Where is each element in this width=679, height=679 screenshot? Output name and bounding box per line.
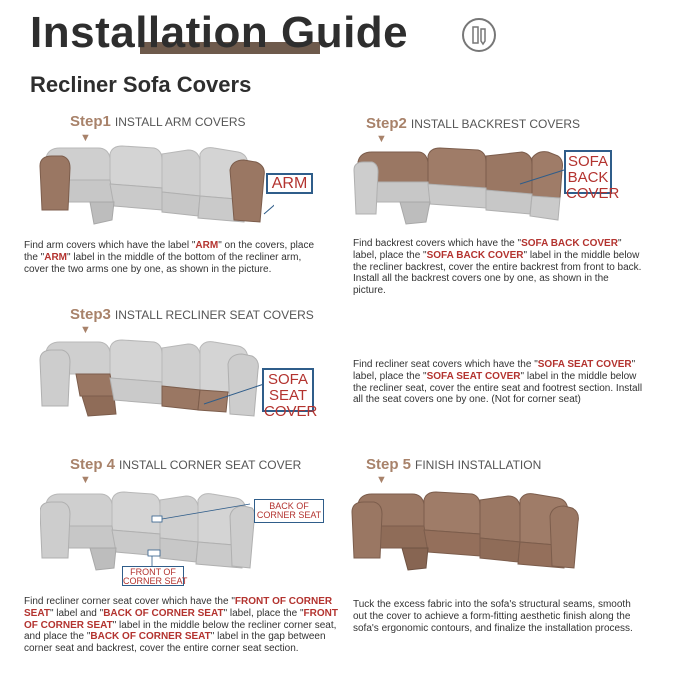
step3-number: Step3: [70, 306, 111, 323]
step5-down-arrow-icon: ▼: [376, 474, 387, 486]
step2-header: [366, 115, 580, 132]
step1-title: INSTALL ARM COVERS: [114, 115, 246, 129]
step4-description: Find recliner corner seat cover which have the "FRONT OF CORNER SEAT" label and "BACK OF CORNER SEAT" label, place the "FRONT OF CORNER SEAT" label in the middle below the recliner corner seat, and place the "BACK OF CORNER SEAT" label in the gap between corner seat and backrest, cover the entire corner seat section.: [24, 596, 338, 655]
step4-number: Step 4: [70, 456, 116, 473]
step5-title: FINISH INSTALLATION: [415, 458, 542, 472]
arm-label-box: ARM: [266, 173, 313, 194]
step3-description: Find recliner seat covers which have the "SOFA SEAT COVER" label, place the "SOFA SEAT COVER" label in the middle below the recliner seat, cover the entire seat and footrest section. Install all the seat covers one by one. (Not for corner seat): [353, 359, 643, 406]
step2-description: Find backrest covers which have the "SOFA BACK COVER" label, place the "SOFA BACK COVER" label in the middle below the recliner backrest, cover the entire backrest from front to back. Install all the backrest covers one by one, as shown in the picture.: [353, 238, 642, 297]
step1-down-arrow-icon: ▼: [80, 132, 91, 144]
page-subtitle: Recliner Sofa Covers: [30, 72, 252, 97]
step5-number: Step 5: [366, 456, 412, 473]
sofa-seat-cover-label-box: SOFA SEAT COVER: [262, 368, 314, 412]
step2-number: Step2: [366, 115, 407, 132]
pen-ruler-icon: [462, 18, 496, 52]
step3-title: INSTALL RECLINER SEAT COVERS: [114, 308, 314, 322]
step1-header: [70, 113, 246, 130]
step5-header: [366, 456, 541, 473]
step4-sofa-illustration: [40, 486, 256, 578]
step1-description: Find arm covers which have the label "ARM" on the covers, place the "ARM" label in the middle of the bottom of the recliner arm, cover the two arms one by one, as shown in the picture.: [24, 240, 315, 275]
step5-sofa-illustration: [350, 486, 582, 578]
step1-number: Step1: [70, 113, 111, 130]
step2-title: INSTALL BACKREST COVERS: [410, 117, 581, 131]
step4-header: [70, 456, 301, 473]
front-of-corner-seat-label-box: FRONT OF CORNER SEAT: [123, 567, 188, 587]
step3-header: [70, 306, 314, 323]
step1-sofa-illustration: [38, 140, 274, 230]
step3-down-arrow-icon: ▼: [80, 324, 91, 336]
step2-down-arrow-icon: ▼: [376, 133, 387, 145]
back-of-corner-seat-label-box: BACK OF CORNER SEAT: [254, 499, 324, 523]
step4-title: INSTALL CORNER SEAT COVER: [119, 458, 302, 472]
step5-description: Tuck the excess fabric into the sofa's structural seams, smooth out the cover to achieve a form-fitting aesthetic finish along the sofa's ergonomic contours, and finalize the installation process.: [353, 599, 633, 634]
sofa-back-cover-label-box: SOFA BACK COVER: [564, 150, 612, 194]
page-title: Installation Guide: [30, 8, 409, 57]
step2-sofa-illustration: [352, 140, 566, 232]
step3-sofa-illustration: [38, 334, 268, 424]
step4-down-arrow-icon: ▼: [80, 474, 91, 486]
